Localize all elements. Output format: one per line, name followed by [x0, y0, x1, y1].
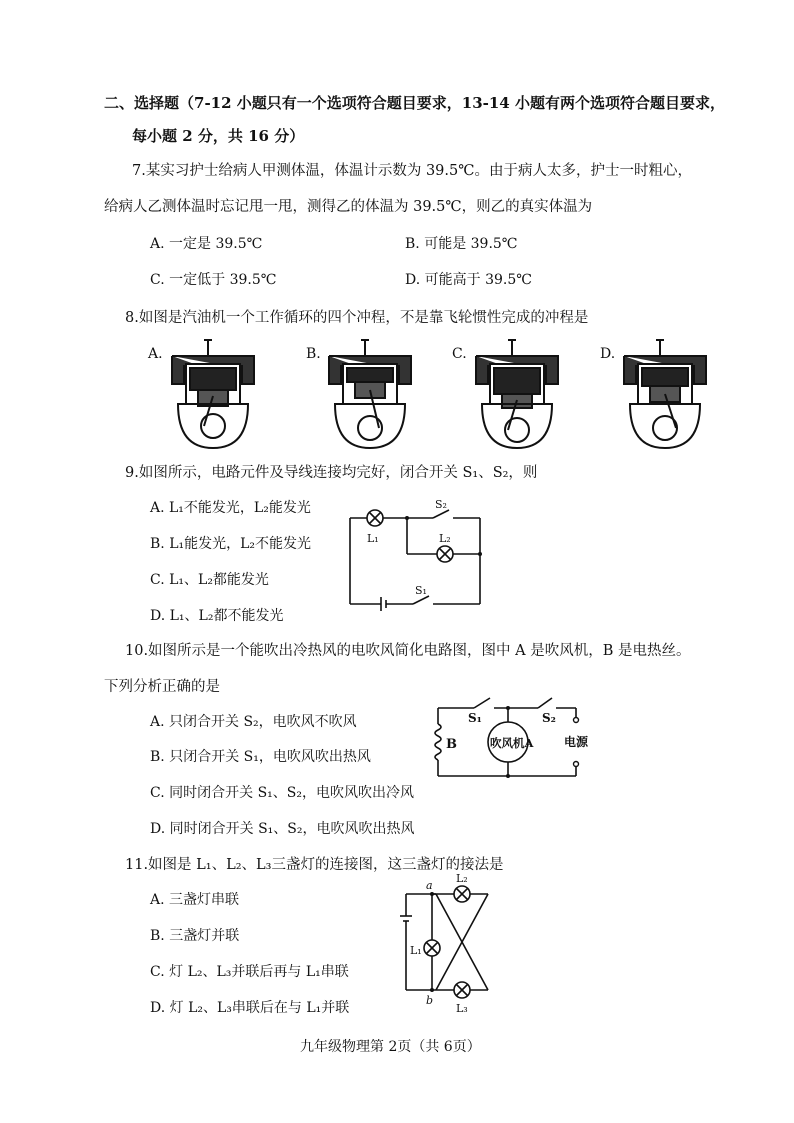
q9-option-a[interactable]: A. L₁不能发光，L₂能发光 [150, 500, 311, 516]
engine-stroke-c [472, 336, 562, 454]
q9-option-d[interactable]: D. L₁、L₂都不能发光 [150, 608, 284, 624]
q7-stem-line1: 7.某实习护士给病人甲测体温，体温计示数为 39.5℃。由于病人太多，护士一时粗心， [132, 163, 692, 179]
q11-option-a[interactable]: A. 三盏灯串联 [150, 892, 240, 908]
q8-label-b[interactable]: B. [306, 346, 321, 362]
q10-option-b[interactable]: B. 只闭合开关 S₁，电吹风吹出热风 [150, 749, 371, 765]
q11-label-l1: L₁ [410, 944, 422, 957]
q9-stem: 9.如图所示，电路元件及导线连接均完好，闭合开关 S₁、S₂，则 [125, 465, 538, 481]
q7-option-d[interactable]: D. 可能高于 39.5℃ [405, 272, 532, 288]
q11-label-a: a [426, 879, 433, 892]
engine-stroke-a [168, 336, 258, 454]
q10-label-b: B [446, 737, 457, 752]
q10-stem-line2: 下列分析正确的是 [104, 679, 220, 695]
q10-circuit-diagram [432, 694, 592, 786]
section-heading: 二、选择题（7-12 小题只有一个选项符合题目要求，13-14 小题有两个选项符合题目要求， [104, 94, 725, 112]
q10-stem-line1: 10.如图所示是一个能吹出冷热风的电吹风简化电路图，图中 A 是吹风机，B 是电热丝。 [125, 643, 691, 659]
q9-label-s2: S₂ [435, 498, 447, 511]
q9-label-l1: L₁ [367, 532, 379, 545]
q11-label-l2: L₂ [456, 872, 468, 885]
q7-option-b[interactable]: B. 可能是 39.5℃ [405, 236, 518, 252]
q10-label-source: 电源 [564, 735, 589, 749]
q8-label-c[interactable]: C. [452, 346, 467, 362]
engine-stroke-d [620, 336, 710, 454]
q8-label-a[interactable]: A. [148, 346, 163, 362]
q11-circuit-diagram [396, 872, 506, 1018]
q10-option-d[interactable]: D. 同时闭合开关 S₁、S₂，电吹风吹出热风 [150, 821, 415, 837]
q11-option-b[interactable]: B. 三盏灯并联 [150, 928, 240, 944]
q8-stem: 8.如图是汽油机一个工作循环的四个冲程，不是靠飞轮惯性完成的冲程是 [125, 310, 589, 326]
q11-option-d[interactable]: D. 灯 L₂、L₃串联后在与 L₁并联 [150, 1000, 350, 1016]
q10-label-s1: S₁ [468, 711, 482, 725]
q10-option-a[interactable]: A. 只闭合开关 S₂，电吹风不吹风 [150, 714, 357, 730]
q10-label-fan: 吹风机A [490, 736, 534, 750]
q9-circuit-diagram [345, 496, 495, 616]
section-heading-cont: 每小题 2 分，共 16 分） [132, 127, 305, 145]
engine-stroke-b [325, 336, 415, 454]
q9-option-b[interactable]: B. L₁能发光，L₂不能发光 [150, 536, 312, 552]
q9-option-c[interactable]: C. L₁、L₂都能发光 [150, 572, 269, 588]
q9-label-l2: L₂ [439, 532, 451, 545]
q11-option-c[interactable]: C. 灯 L₂、L₃并联后再与 L₁串联 [150, 964, 349, 980]
q7-stem-line2: 给病人乙测体温时忘记甩一甩，测得乙的体温为 39.5℃，则乙的真实体温为 [104, 199, 593, 215]
q7-option-c[interactable]: C. 一定低于 39.5℃ [150, 272, 277, 288]
q11-label-l3: L₃ [456, 1002, 468, 1015]
q11-label-b: b [426, 994, 434, 1007]
q8-label-d[interactable]: D. [600, 346, 616, 362]
page-footer: 九年级物理第 2页（共 6页） [300, 1039, 481, 1055]
q7-option-a[interactable]: A. 一定是 39.5℃ [150, 236, 263, 252]
q10-option-c[interactable]: C. 同时闭合开关 S₁、S₂，电吹风吹出冷风 [150, 785, 414, 801]
q11-stem: 11.如图是 L₁、L₂、L₃三盏灯的连接图，这三盏灯的接法是 [125, 857, 504, 873]
q10-label-s2: S₂ [542, 711, 556, 725]
q9-label-s1: S₁ [415, 584, 427, 597]
